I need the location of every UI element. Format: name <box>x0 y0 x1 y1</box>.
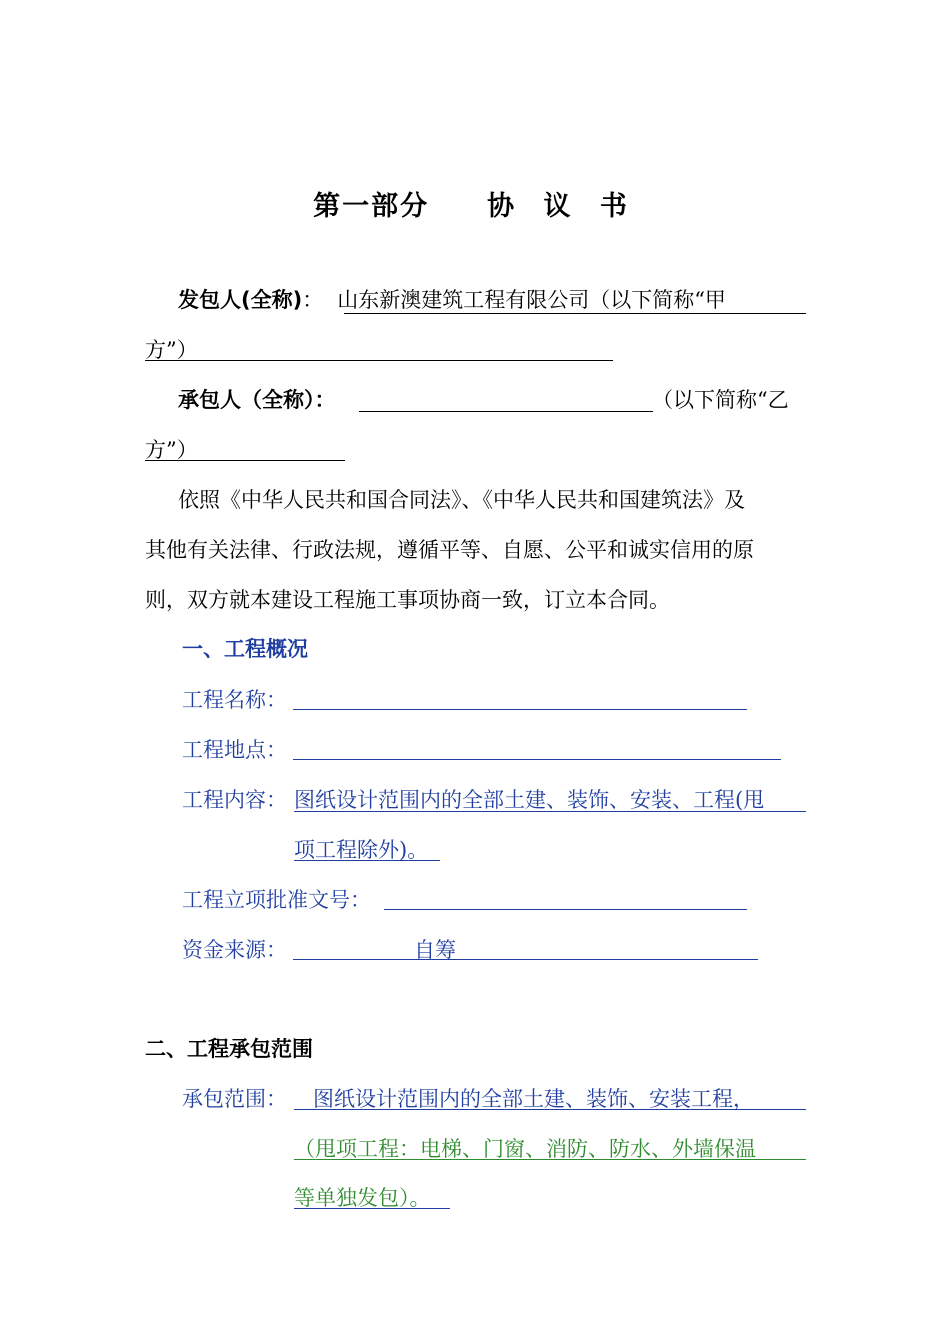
title-part: 第一部分 <box>313 191 430 222</box>
employer-underline <box>344 313 806 314</box>
title-name: 协 议 书 <box>487 191 637 222</box>
project-content-label: 工程内容： <box>182 788 287 812</box>
funding-field <box>293 959 758 960</box>
funding-label: 资金来源： <box>182 938 287 962</box>
contractor-underline-cont <box>145 460 345 461</box>
section1-heading: 一、工程概况 <box>182 637 308 661</box>
employer-underline-cont <box>145 360 613 361</box>
contractor-suffix-cont: 方”） <box>145 438 198 462</box>
contractor-label: 承包人（全称）： <box>178 388 336 412</box>
employer-value-cont: 方”） <box>145 338 198 362</box>
document-title <box>0 184 950 223</box>
project-content-cont: 项工程除外)。 <box>294 838 429 862</box>
project-content-value: 图纸设计范围内的全部土建、装饰、安装、工程(甩 <box>294 788 765 812</box>
preamble-line-2: 其他有关法律、行政法规，遵循平等、自愿、公平和诚实信用的原 <box>145 538 754 562</box>
employer-value: 山东新澳建筑工程有限公司（以下简称“甲 <box>337 288 726 312</box>
employer-colon: ： <box>302 288 324 312</box>
scope-line-1: 图纸设计范围内的全部土建、装饰、安装工程， <box>313 1087 754 1111</box>
approval-label: 工程立项批准文号： <box>182 888 371 912</box>
contractor-name-field <box>359 411 653 412</box>
project-name-label: 工程名称： <box>182 688 287 712</box>
preamble-line-1: 依照《中华人民共和国合同法》、《中华人民共和国建筑法》及 <box>178 488 745 512</box>
project-location-field <box>293 759 781 760</box>
funding-value: 自筹 <box>414 938 456 962</box>
scope-line-2: （甩项工程：电梯、门窗、消防、防水、外墙保温 <box>294 1137 756 1161</box>
scope-underline-3 <box>294 1208 450 1209</box>
scope-label: 承包范围： <box>182 1087 287 1111</box>
employer-line <box>178 286 726 314</box>
contractor-suffix: （以下简称“乙 <box>652 388 789 412</box>
approval-field <box>384 909 747 910</box>
project-name-field <box>293 709 747 710</box>
scope-line-3: 等单独发包）。 <box>294 1186 431 1210</box>
scope-underline-2 <box>294 1159 806 1160</box>
employer-label: 发包人(全称) <box>178 288 303 312</box>
preamble-line-3: 则，双方就本建设工程施工事项协商一致，订立本合同。 <box>145 588 670 612</box>
scope-underline-1 <box>294 1109 806 1110</box>
project-content-underline-cont <box>294 860 440 861</box>
project-location-label: 工程地点： <box>182 738 287 762</box>
project-content-underline <box>294 811 806 812</box>
section2-heading: 二、工程承包范围 <box>145 1037 313 1061</box>
